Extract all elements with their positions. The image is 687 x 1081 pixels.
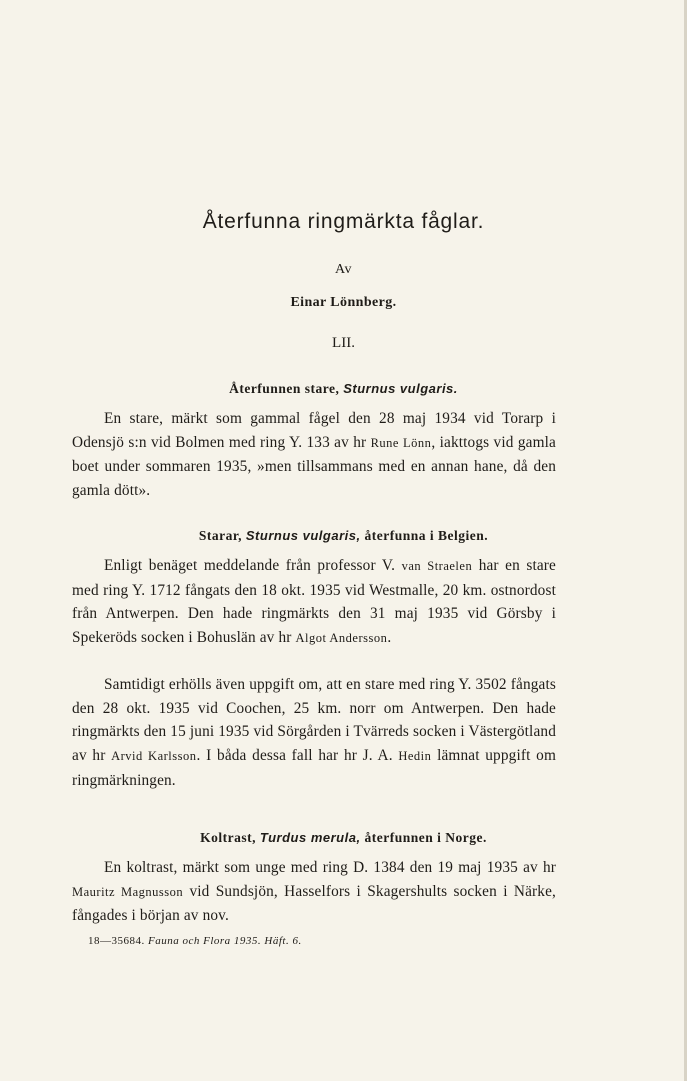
heading-tail: återfunnen i Norge. xyxy=(364,830,487,845)
person-name: Mauritz Magnusson xyxy=(72,884,184,899)
text: lämnat uppgift om ringmärkningen. xyxy=(72,747,556,789)
text: Samtidigt erhölls även uppgift om, att en stare med ring Y. 3502 fångats den 28 okt. 1935 vid Coochen, 25 km. norr om Antwerpen. Den hade ringmärkts den 15 juni 1935 vid Sörgården i Tvärreds socken i Västergötland av hr xyxy=(72,676,556,765)
text: har en stare med ring Y. 1712 fångats den 18 okt. 1935 vid Westmalle, 20 km. ostnordost från Antwerpen. Den hade ringmärkts den 31 maj 1935 vid Görsby i Spekeröds socken i Bohuslän av hr xyxy=(72,557,556,647)
person-name: Algot Andersson xyxy=(295,631,388,646)
text: Enligt benäget meddelande från professor V. xyxy=(104,557,402,574)
footer-journal: Fauna och Flora 1935. xyxy=(148,935,262,947)
author-name: Einar Lönnberg. xyxy=(290,295,397,310)
heading-plain: Koltrast, xyxy=(200,830,257,845)
heading-species: Sturnus vulgaris, xyxy=(245,528,361,543)
heading-plain: Starar, xyxy=(198,528,243,543)
section-heading-starar-belgien xyxy=(0,528,687,544)
heading-plain: Återfunnen stare, xyxy=(229,381,340,396)
paragraph xyxy=(72,407,556,503)
person-name: Hedin xyxy=(398,749,432,764)
section-heading-stare xyxy=(0,381,687,397)
section-number: LII. xyxy=(332,335,355,351)
page-footer xyxy=(88,935,302,947)
article-title: Återfunna ringmärkta fåglar. xyxy=(202,210,485,233)
heading-tail: återfunna i Belgien. xyxy=(364,528,489,543)
text: , iakttogs vid gamla boet under sommaren 1935, »men tillsammans med en annan hane, då den gamla dött». xyxy=(72,433,556,500)
text: En stare, märkt som gammal fågel den 28 maj 1934 vid Torarp i Odensjö s:n vid Bolmen med ring Y. 133 av hr xyxy=(72,410,556,451)
paragraph xyxy=(72,554,556,651)
paragraph xyxy=(72,673,556,793)
text: . xyxy=(387,629,392,647)
text: vid Sundsjön, Hasselfors i Skagershults socken i Närke, fångades i början av nov. xyxy=(72,882,556,925)
heading-species: Sturnus vulgaris. xyxy=(343,381,458,396)
person-name: van Straelen xyxy=(401,559,473,573)
footer-issue: Häft. 6. xyxy=(264,935,302,947)
person-name: Arvid Karlsson xyxy=(111,749,197,764)
footer-number: 18—35684. xyxy=(88,935,145,947)
paragraph xyxy=(72,856,556,928)
text: En koltrast, märkt som unge med ring D. 1384 den 19 maj 1935 av hr xyxy=(104,859,556,876)
heading-species: Turdus merula, xyxy=(259,830,361,845)
section-heading-koltrast xyxy=(0,830,687,846)
byline: Av xyxy=(334,262,353,277)
person-name: Rune Lönn xyxy=(370,435,432,450)
text: . I båda dessa fall har hr J. A. xyxy=(196,747,399,765)
